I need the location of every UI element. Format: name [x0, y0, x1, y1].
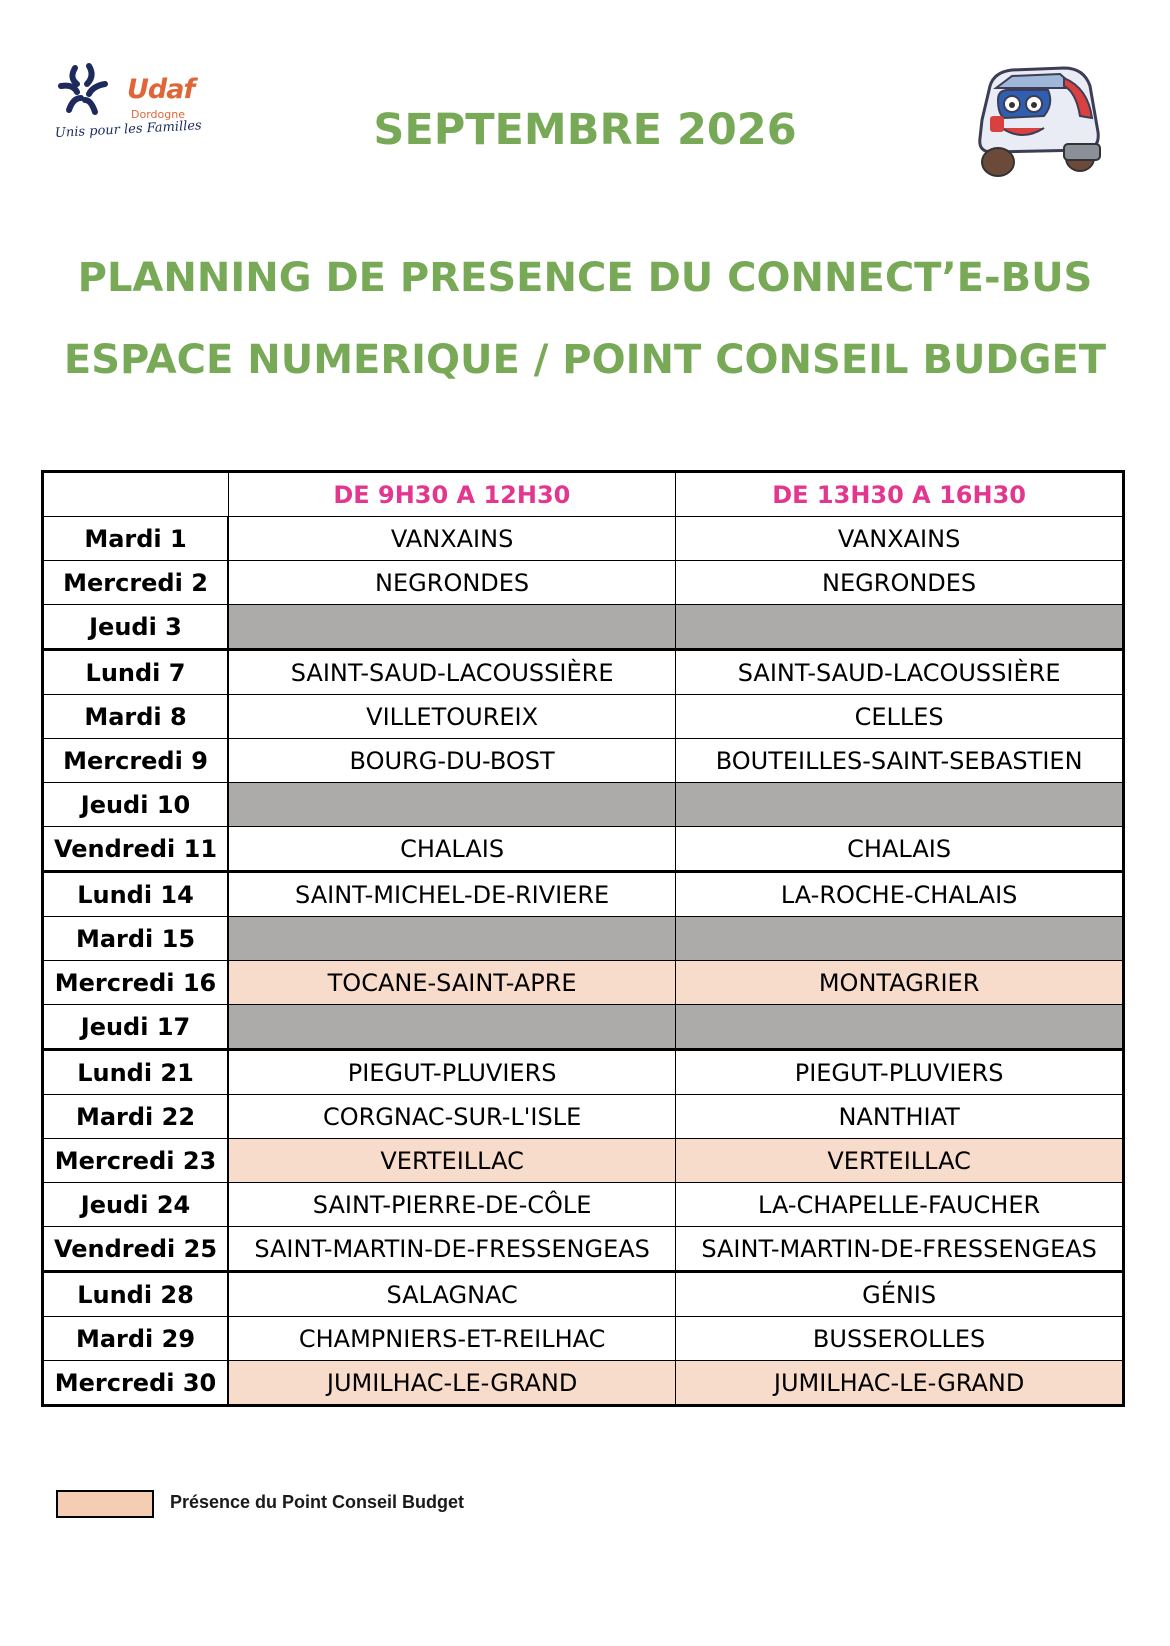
- morning-cell: [228, 917, 676, 961]
- morning-cell: SAINT-MICHEL-DE-RIVIERE: [228, 872, 676, 917]
- udaf-subtitle: Dordogne: [131, 108, 185, 121]
- afternoon-cell: GÉNIS: [676, 1272, 1124, 1317]
- morning-cell: BOURG-DU-BOST: [228, 739, 676, 783]
- afternoon-cell: VANXAINS: [676, 517, 1124, 561]
- table-row: [43, 1005, 1124, 1050]
- day-cell: Jeudi 17: [43, 1005, 229, 1050]
- day-cell: Mardi 8: [43, 695, 229, 739]
- morning-cell: CHALAIS: [228, 827, 676, 872]
- table-row: [43, 1050, 1124, 1095]
- legend-swatch: [56, 1490, 154, 1518]
- day-cell: Mercredi 2: [43, 561, 229, 605]
- morning-cell: TOCANE-SAINT-APRE: [228, 961, 676, 1005]
- heading-line-2: ESPACE NUMERIQUE / POINT CONSEIL BUDGET: [63, 337, 1107, 383]
- afternoon-cell: SAINT-MARTIN-DE-FRESSENGEAS: [676, 1227, 1124, 1272]
- afternoon-cell: VERTEILLAC: [676, 1139, 1124, 1183]
- table-row: [43, 1139, 1124, 1183]
- day-cell: Mardi 15: [43, 917, 229, 961]
- morning-cell: SAINT-PIERRE-DE-CÔLE: [228, 1183, 676, 1227]
- afternoon-cell: LA-ROCHE-CHALAIS: [676, 872, 1124, 917]
- table-row: [43, 917, 1124, 961]
- morning-cell: SALAGNAC: [228, 1272, 676, 1317]
- morning-cell: [228, 605, 676, 650]
- table-row: [43, 827, 1124, 872]
- afternoon-cell: [676, 917, 1124, 961]
- legend-label: Présence du Point Conseil Budget: [170, 1492, 465, 1512]
- morning-cell: [228, 1005, 676, 1050]
- morning-cell: CORGNAC-SUR-L'ISLE: [228, 1095, 676, 1139]
- table-row: [43, 1317, 1124, 1361]
- morning-cell: JUMILHAC-LE-GRAND: [228, 1361, 676, 1406]
- day-cell: Lundi 7: [43, 650, 229, 695]
- schedule-table: [41, 470, 1125, 1407]
- afternoon-cell: BUSSEROLLES: [676, 1317, 1124, 1361]
- header-day: [43, 472, 229, 517]
- day-cell: Mardi 1: [43, 517, 229, 561]
- table-row: [43, 650, 1124, 695]
- table-row: [43, 1095, 1124, 1139]
- afternoon-cell: BOUTEILLES-SAINT-SEBASTIEN: [676, 739, 1124, 783]
- afternoon-cell: LA-CHAPELLE-FAUCHER: [676, 1183, 1124, 1227]
- table-row: [43, 1183, 1124, 1227]
- table-row: [43, 517, 1124, 561]
- morning-cell: VILLETOUREIX: [228, 695, 676, 739]
- day-cell: Jeudi 3: [43, 605, 229, 650]
- afternoon-cell: [676, 783, 1124, 827]
- connect-e-bus-illustration-icon: [968, 58, 1108, 183]
- day-cell: Vendredi 11: [43, 827, 229, 872]
- afternoon-cell: NANTHIAT: [676, 1095, 1124, 1139]
- day-cell: Vendredi 25: [43, 1227, 229, 1272]
- header-morning: DE 9H30 A 12H30: [228, 472, 676, 517]
- day-cell: Mardi 22: [43, 1095, 229, 1139]
- table-row: [43, 605, 1124, 650]
- morning-cell: NEGRONDES: [228, 561, 676, 605]
- table-header-row: [43, 472, 1124, 517]
- day-cell: Mercredi 16: [43, 961, 229, 1005]
- day-cell: Mercredi 30: [43, 1361, 229, 1406]
- morning-cell: CHAMPNIERS-ET-REILHAC: [228, 1317, 676, 1361]
- morning-cell: PIEGUT-PLUVIERS: [228, 1050, 676, 1095]
- day-cell: Lundi 28: [43, 1272, 229, 1317]
- afternoon-cell: NEGRONDES: [676, 561, 1124, 605]
- morning-cell: VANXAINS: [228, 517, 676, 561]
- morning-cell: SAINT-MARTIN-DE-FRESSENGEAS: [228, 1227, 676, 1272]
- heading-line-1: PLANNING DE PRESENCE DU CONNECT’E-BUS: [77, 255, 1093, 301]
- table-row: [43, 783, 1124, 827]
- day-cell: Jeudi 24: [43, 1183, 229, 1227]
- day-cell: Mercredi 23: [43, 1139, 229, 1183]
- table-row: [43, 1361, 1124, 1406]
- afternoon-cell: MONTAGRIER: [676, 961, 1124, 1005]
- morning-cell: [228, 783, 676, 827]
- table-row: [43, 739, 1124, 783]
- afternoon-cell: [676, 605, 1124, 650]
- table-row: [43, 872, 1124, 917]
- udaf-brand: Udaf: [127, 74, 195, 105]
- afternoon-cell: [676, 1005, 1124, 1050]
- day-cell: Lundi 21: [43, 1050, 229, 1095]
- morning-cell: VERTEILLAC: [228, 1139, 676, 1183]
- table-row: [43, 1227, 1124, 1272]
- header-afternoon: DE 13H30 A 16H30: [676, 472, 1124, 517]
- table-row: [43, 695, 1124, 739]
- schedule-body: [43, 517, 1124, 1406]
- afternoon-cell: CHALAIS: [676, 827, 1124, 872]
- morning-cell: SAINT-SAUD-LACOUSSIÈRE: [228, 650, 676, 695]
- day-cell: Mardi 29: [43, 1317, 229, 1361]
- table-row: [43, 561, 1124, 605]
- afternoon-cell: PIEGUT-PLUVIERS: [676, 1050, 1124, 1095]
- month-title: SEPTEMBRE 2026: [373, 105, 797, 155]
- table-row: [43, 1272, 1124, 1317]
- afternoon-cell: SAINT-SAUD-LACOUSSIÈRE: [676, 650, 1124, 695]
- table-row: [43, 961, 1124, 1005]
- afternoon-cell: CELLES: [676, 695, 1124, 739]
- day-cell: Jeudi 10: [43, 783, 229, 827]
- day-cell: Lundi 14: [43, 872, 229, 917]
- day-cell: Mercredi 9: [43, 739, 229, 783]
- afternoon-cell: JUMILHAC-LE-GRAND: [676, 1361, 1124, 1406]
- udaf-tagline: Unis pour les Familles: [54, 118, 203, 141]
